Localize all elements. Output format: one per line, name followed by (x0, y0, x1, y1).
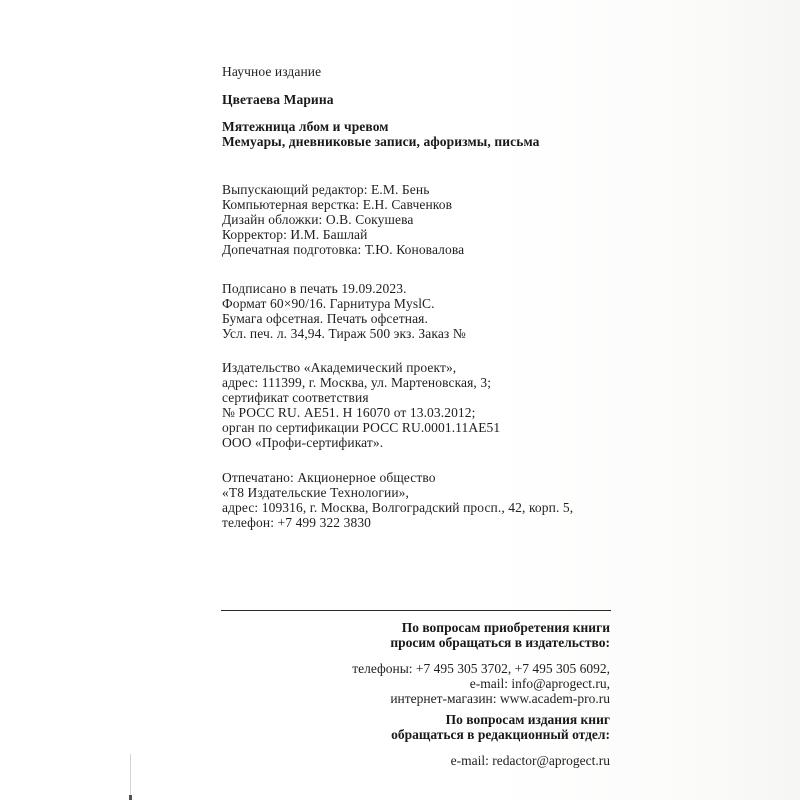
purchase-contact-block (352, 620, 610, 706)
printer-line: адрес: 109316, г. Москва, Волгоградский просп., 42, корп. 5, (222, 500, 574, 515)
staff-line: Корректор: И.М. Башлай (222, 227, 368, 242)
purchase-heading-line2: просим обращаться в издательство: (390, 635, 610, 650)
book-title-line2: Мемуары, дневниковые записи, афоризмы, письма (222, 134, 540, 149)
book-title-line1: Мятежница лбом и чревом (222, 119, 389, 134)
staff-line: Допечатная подготовка: Т.Ю. Коновалова (222, 242, 465, 257)
print-run-info (222, 281, 466, 341)
publisher-line: ООО «Профи-сертификат». (222, 435, 384, 450)
author-name-text: Цветаева Марина (222, 92, 334, 107)
editorial-email: e-mail: redactor@aprogect.ru (450, 753, 610, 768)
scan-artifact-mark (129, 795, 132, 800)
print-info-line: Усл. печ. л. 34,94. Тираж 500 экз. Заказ № (222, 326, 466, 341)
publisher-line: сертификат соответствия (222, 390, 369, 405)
publisher-line: адрес: 111399, г. Москва, ул. Мартеновская, 3; (222, 375, 492, 390)
purchase-phones: телефоны: +7 495 305 3702, +7 495 305 6092, (352, 661, 610, 676)
editorial-contact-block (391, 712, 610, 768)
book-title (222, 119, 540, 149)
purchase-online-shop: интернет-магазин: www.academ-pro.ru (390, 691, 610, 706)
scan-artifact-line (130, 754, 131, 800)
editorial-heading-line2: обращаться в редакционный отдел: (391, 727, 610, 742)
purchase-email: e-mail: info@aprogect.ru, (469, 676, 610, 691)
purchase-heading-line1: По вопросам приобретения книги (401, 620, 610, 635)
staff-line: Компьютерная верстка: Е.Н. Савченков (222, 197, 453, 212)
staff-credits (222, 182, 464, 257)
printer-line: телефон: +7 499 322 3830 (222, 515, 372, 530)
print-info-line: Подписано в печать 19.09.2023. (222, 281, 407, 296)
staff-line: Выпускающий редактор: Е.М. Бень (222, 182, 430, 197)
edition-note (222, 64, 321, 79)
printer-line: «Т8 Издательские Технологии», (222, 485, 409, 500)
edition-note-text: Научное издание (222, 64, 322, 79)
staff-line: Дизайн обложки: О.В. Сокушева (222, 212, 414, 227)
publisher-info (222, 360, 500, 450)
printer-info (222, 470, 573, 530)
print-info-line: Формат 60×90/16. Гарнитура MyslC. (222, 296, 435, 311)
printer-line: Отпечатано: Акционерное общество (222, 470, 436, 485)
editorial-heading-line1: По вопросам издания книг (445, 712, 610, 727)
print-info-line: Бумага офсетная. Печать офсетная. (222, 311, 428, 326)
author-name (222, 92, 334, 107)
publisher-line: орган по сертификации РОСС RU.0001.11АЕ51 (222, 420, 501, 435)
horizontal-divider (221, 610, 611, 611)
publisher-line: № РОСС RU. АЕ51. Н 16070 от 13.03.2012; (222, 405, 476, 420)
publisher-line: Издательство «Академический проект», (222, 360, 457, 375)
